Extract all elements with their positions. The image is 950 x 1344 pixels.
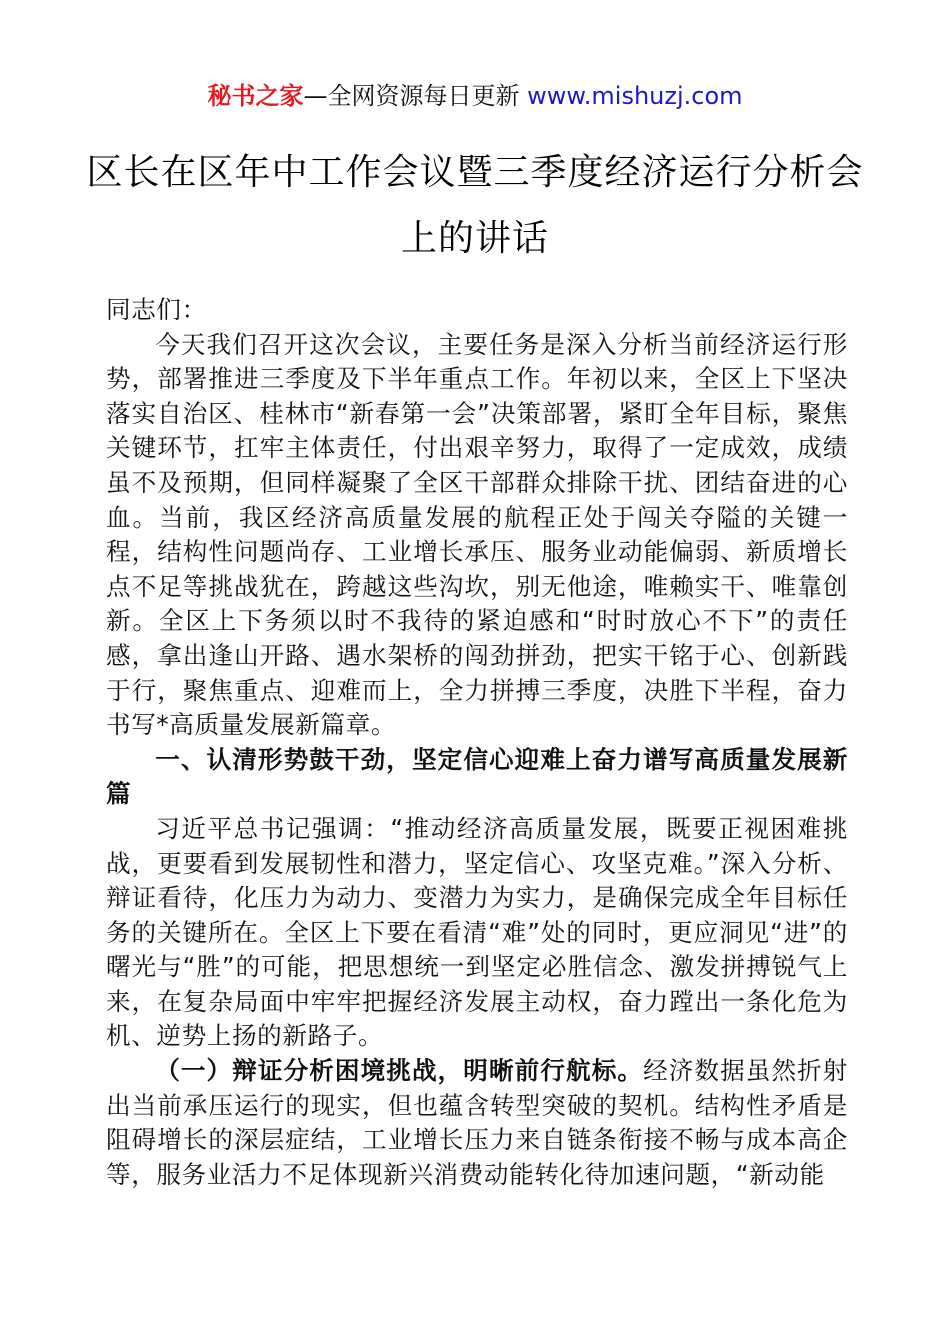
paragraph-subsection-1 <box>106 1054 848 1192</box>
document-body <box>106 293 848 1192</box>
brand-name: 秘书之家 <box>207 82 304 110</box>
subsection-heading-1: （一）辩证分析困境挑战，明晰前行航标。 <box>155 1056 644 1086</box>
site-url-link[interactable]: www.mishuzj.com <box>527 82 743 110</box>
subsection-text-1: 经济数据虽然折射出当前承压运行的现实，但也蕴含转型突破的契机。结构性矛盾是阻碍增长的深层症结，工业增长压力来自链条衔接不畅与成本高企等，服务业活力不足体现新兴消费动能转化待加速问题，“新动能 <box>106 1056 848 1189</box>
salutation: 同志们： <box>106 295 207 324</box>
banner-tagline: —全网资源每日更新 <box>303 82 528 110</box>
paragraph-section-1: 习近平总书记强调：“推动经济高质量发展，既要正视困难挑战，更要看到发展韧性和潜力，坚定信心、攻坚克难。”深入分析、辩证看待，化压力为动力、变潜力为实力，是确保完成全年目标任务的关键所在。全区上下要在看清“难”处的同时，更应洞见“进”的曙光与“胜”的可能，把思想统一到坚定必胜信念、激发拼搏锐气上来，在复杂局面中牢牢把握经济发展主动权，奋力蹚出一条化危为机、逆势上扬的新路子。 <box>106 813 848 1051</box>
document-title: 区长在区年中工作会议暨三季度经济运行分析会上的讲话 <box>86 152 864 259</box>
paragraph-intro: 今天我们召开这次会议，主要任务是深入分析当前经济运行形势，部署推进三季度及下半年重点工作。年初以来，全区上下坚决落实自治区、桂林市“新春第一会”决策部署，紧盯全年目标，聚焦关键环节，扛牢主体责任，付出艰辛努力，取得了一定成效，成绩虽不及预期，但同样凝聚了全区干部群众排除干扰、团结奋进的心血。当前，我区经济高质量发展的航程正处于闯关夺隘的关键一程，结构性问题尚存、工业增长承压、服务业动能偏弱、新质增长点不足等挑战犹在，跨越这些沟坎，别无他途，唯赖实干、唯靠创新。全区上下务须以时不我待的紧迫感和“时时放心不下”的责任感，拿出逢山开路、遇水架桥的闯劲拼劲，把实干铭于心、创新践于行，聚焦重点、迎难而上，全力拼搏三季度，决胜下半程，奋力书写*高质量发展新篇章。 <box>106 329 848 740</box>
site-banner <box>0 80 950 112</box>
section-heading-1: 一、认清形势鼓干劲，坚定信心迎难上奋力谱写高质量发展新篇 <box>106 744 848 809</box>
